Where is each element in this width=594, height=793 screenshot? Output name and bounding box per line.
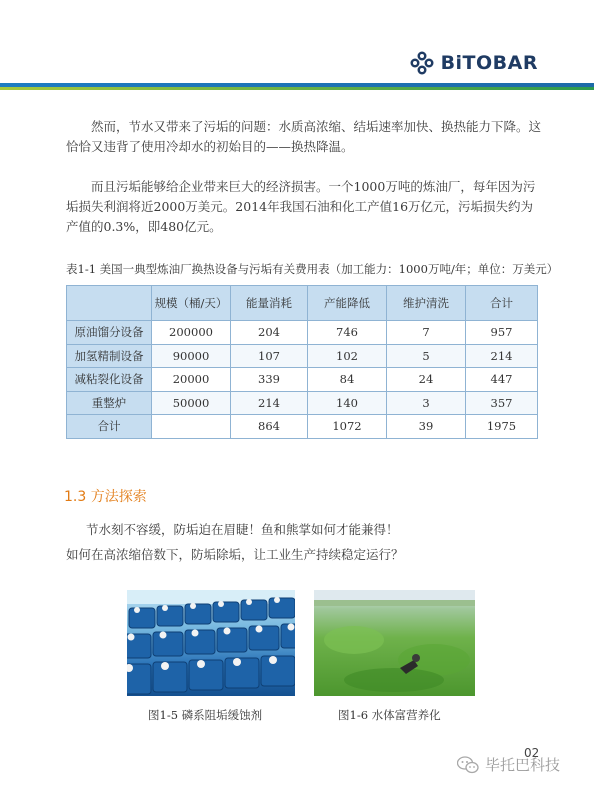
table-cell: 102 xyxy=(308,344,387,368)
table-row xyxy=(67,321,538,345)
intro-line-2: 如何在高浓缩倍数下，防垢除垢，让工业生产持续稳定运行？ xyxy=(66,547,404,562)
table-cell: 746 xyxy=(308,321,387,345)
watermark-text: 毕托巴科技 xyxy=(485,756,561,774)
table-cell: 5 xyxy=(387,344,466,368)
row-label: 减粘裂化设备 xyxy=(67,368,152,392)
table-cell: 3 xyxy=(387,391,466,415)
intro-line-1: 节水刻不容缓，防垢迫在眉睫！鱼和熊掌如何才能兼得！ xyxy=(86,522,399,537)
blue-chemical-drums-photo xyxy=(127,590,295,696)
paragraph-2: 而且污垢能够给企业带来巨大的经济损害。一个1000万吨的炼油厂，每年因为污垢损失利润将近2000万美元。2014年我国石油和化工产值16万亿元，污垢损失约为产值的0.3%，即480亿元。 xyxy=(66,179,536,234)
paragraph-1: 然而，节水又带来了污垢的问题：水质高浓缩、结垢速率加快、换热能力下降。这恰恰又违背了使用冷却水的初始目的——换热降温。 xyxy=(66,119,542,154)
page-header xyxy=(0,0,594,96)
table-cell: 20000 xyxy=(152,368,231,392)
table-cell: 864 xyxy=(231,415,308,439)
table-cell: 39 xyxy=(387,415,466,439)
table-header-cell: 规模（桶/天） xyxy=(152,286,231,321)
brand-logo xyxy=(409,50,538,76)
table-cell: 214 xyxy=(466,344,538,368)
table-caption: 表1-1 美国一典型炼油厂换热设备与污垢有关费用表（加工能力：1000万吨/年；单位：万美元） xyxy=(66,262,559,276)
table-header-cell xyxy=(67,286,152,321)
table-cell: 140 xyxy=(308,391,387,415)
table-cell: 957 xyxy=(466,321,538,345)
table-cell: 84 xyxy=(308,368,387,392)
row-label: 合计 xyxy=(67,415,152,439)
page-number: 02 xyxy=(524,746,540,760)
table-cell: 90000 xyxy=(152,344,231,368)
table-header-cell: 维护清洗 xyxy=(387,286,466,321)
table-row xyxy=(67,368,538,392)
bitobar-flower-logo-icon xyxy=(409,50,435,76)
table-row xyxy=(67,391,538,415)
table-cell: 204 xyxy=(231,321,308,345)
table-cell: 214 xyxy=(231,391,308,415)
table-header-row xyxy=(67,286,538,321)
table-cell: 200000 xyxy=(152,321,231,345)
algae-bloom-lake-photo xyxy=(314,590,475,696)
table-row xyxy=(67,344,538,368)
wechat-watermark xyxy=(457,754,560,775)
table-cell: 1072 xyxy=(308,415,387,439)
table-cell: 447 xyxy=(466,368,538,392)
table-header-cell: 合计 xyxy=(466,286,538,321)
section-heading: 1.3 方法探索 xyxy=(64,489,147,505)
table-cell: 50000 xyxy=(152,391,231,415)
table-header-cell: 能量消耗 xyxy=(231,286,308,321)
row-label: 原油馏分设备 xyxy=(67,321,152,345)
figure-caption-2: 图1-6 水体富营养化 xyxy=(338,708,441,722)
figure-caption-1: 图1-5 磷系阻垢缓蚀剂 xyxy=(148,708,263,722)
fouling-cost-table xyxy=(66,285,538,439)
table-cell: 339 xyxy=(231,368,308,392)
table-cell: 24 xyxy=(387,368,466,392)
row-label: 重整炉 xyxy=(67,391,152,415)
header-band-green xyxy=(0,87,594,90)
brand-name: BiTOBAR xyxy=(440,52,538,74)
wechat-icon xyxy=(457,756,479,774)
table-cell: 107 xyxy=(231,344,308,368)
table-cell: 1975 xyxy=(466,415,538,439)
table-cell: 7 xyxy=(387,321,466,345)
row-label: 加氢精制设备 xyxy=(67,344,152,368)
table-cell: 357 xyxy=(466,391,538,415)
table-header-cell: 产能降低 xyxy=(308,286,387,321)
table-cell xyxy=(152,415,231,439)
table-total-row xyxy=(67,415,538,439)
